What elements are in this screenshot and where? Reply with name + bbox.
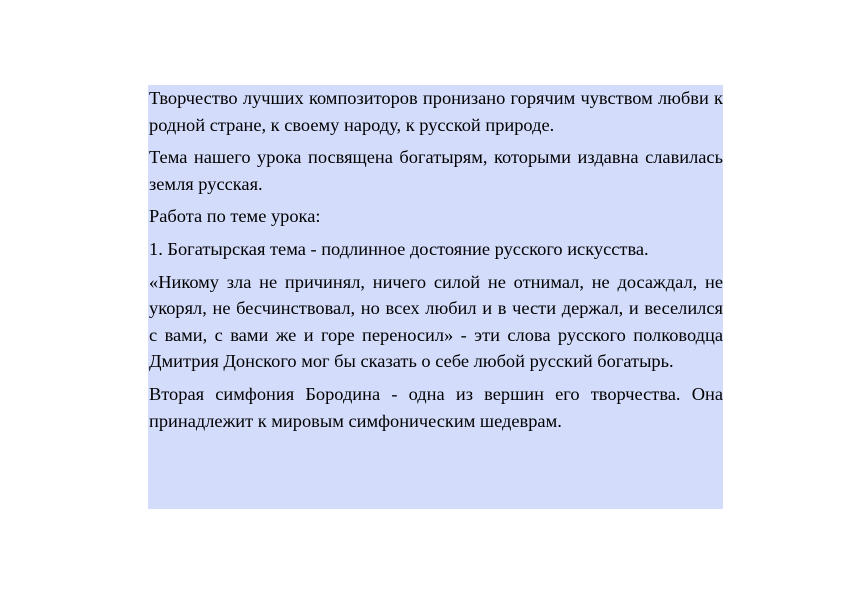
paragraph-work-heading: Работа по теме урока: — [149, 206, 321, 227]
paragraph-quote: «Никому зла не причинял, ничего силой не отнимал, не досаждал, не укорял, не бесчинствовал, но всех любил и в чести держал, и веселился с вами, с вами же и горе переносил» - эти слова русского полководца Дмитрия Донского мог бы сказать о себе любой русский богатырь. — [149, 271, 723, 372]
paragraph-intro: Творчество лучших композиторов пронизано горячим чувством любви к родной стране, к своему народу, к русской природе. — [149, 88, 723, 135]
text-block — [148, 85, 723, 509]
paragraph-point-one: 1. Богатырская тема - подлинное достояние русского искусства. — [149, 238, 649, 259]
paragraph-lesson-theme: Тема нашего урока посвящена богатырям, которыми издавна славилась земля русская. — [149, 147, 723, 194]
paragraph-symphony: Вторая симфония Бородина - одна из вершин его творчества. Она принадлежит к мировым симфоническим шедеврам. — [149, 383, 723, 431]
